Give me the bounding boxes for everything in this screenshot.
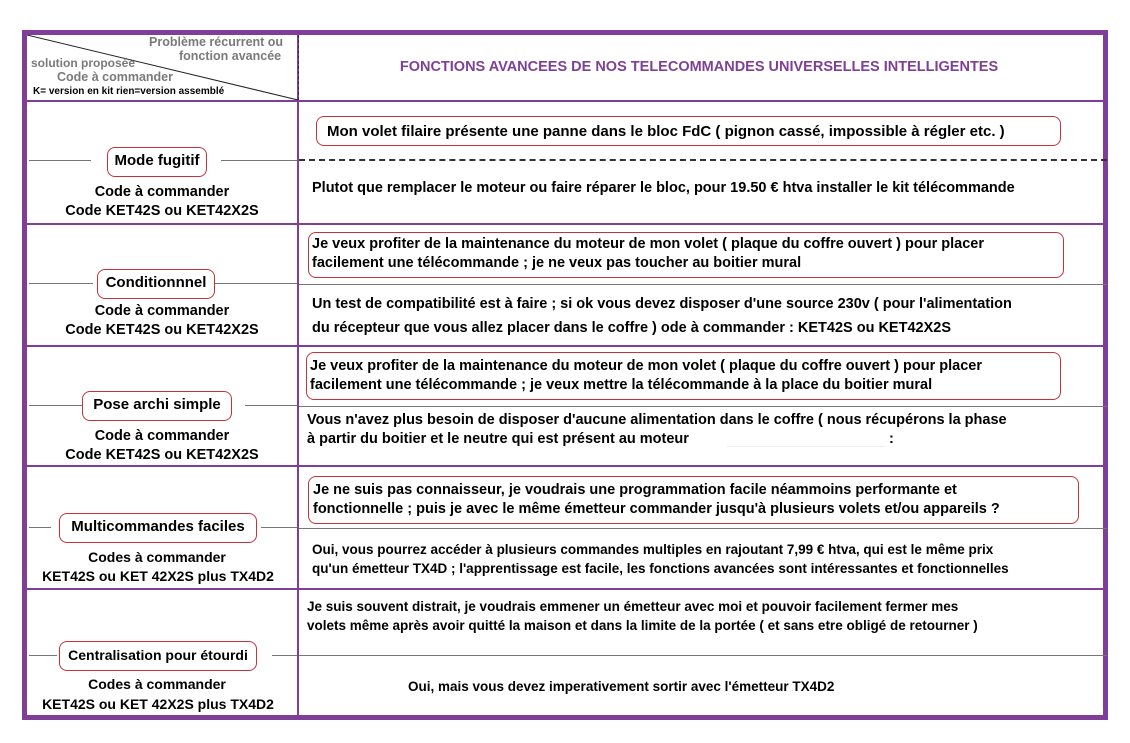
problem-text-line2: facilement une télécommande ; je ne veux pas toucher au boitier mural: [312, 255, 802, 271]
label-connector: [29, 283, 93, 284]
label-connector: [272, 655, 297, 656]
row-label-pose-archi-simple: Pose archi simple: [82, 391, 232, 421]
row-divider: [27, 223, 1103, 225]
corner-header-note: K= version en kit rien=version assemblé: [33, 86, 225, 97]
row-code-line2: Code KET42S ou KET42X2S: [65, 203, 259, 219]
row-code-line1: Code à commander: [94, 428, 230, 444]
row-label-mode-fugitif: Mode fugitif: [107, 147, 207, 177]
row-separator: [299, 528, 1107, 529]
solution-text-line2: à partir du boitier et le neutre qui est présent au moteur: [307, 431, 689, 447]
label-connector: [29, 405, 83, 406]
row-separator: [299, 655, 1107, 656]
corner-header-top: Problème récurrent ou: [149, 35, 284, 49]
problem-text-line2: volets même après avoir quitté la maison et dans la limite de la portée ( et sans etre obligé de retourner ): [307, 618, 978, 633]
row-code-line1: Codes à commander: [88, 549, 226, 565]
row-code-line1: Codes à commander: [88, 676, 226, 692]
solution-text-line2: du récepteur que vous allez placer dans le coffre ) ode à commander : KET42S ou KET42X2S: [312, 320, 951, 336]
row-separator: [299, 406, 1107, 407]
row-dashed-separator: [299, 159, 1107, 161]
solution-text: Plutot que remplacer le moteur ou faire réparer le bloc, pour 19.50 € htva installer le kit télécommande: [312, 180, 1015, 196]
problem-text-line2: facilement une télécommande ; je veux mettre la télécommande à la place du boitier mural: [310, 377, 933, 393]
label-connector: [261, 527, 297, 528]
solution-text-line1: Oui, vous pourrez accéder à plusieurs commandes multiples en rajoutant 7,99 € htva, qui est le même prix: [312, 542, 994, 557]
row-code-line2: KET42S ou KET 42X2S plus TX4D2: [42, 696, 274, 712]
solution-text-line1: Un test de compatibilité est à faire ; si ok vous devez disposer d'une source 230v ( pour l'alimentation: [312, 296, 1012, 312]
blank-underline: [727, 446, 885, 447]
label-connector: [29, 160, 91, 161]
problem-text-line1: Je veux profiter de la maintenance du moteur de mon volet ( plaque du coffre ouvert ) pour placer: [312, 236, 984, 252]
problem-text-line1: Je veux profiter de la maintenance du moteur de mon volet ( plaque du coffre ouvert ) pour placer: [310, 358, 982, 374]
row-code-line2: Code KET42S ou KET42X2S: [65, 447, 259, 463]
row-code-line1: Code à commander: [94, 184, 230, 200]
row-label-multicommandes-faciles: Multicommandes faciles: [59, 513, 257, 543]
column-divider: [297, 35, 299, 715]
row-divider: [27, 588, 1103, 590]
comparison-table: [22, 30, 1108, 720]
corner-header-left2: Code à commander: [57, 70, 174, 84]
label-connector: [29, 527, 51, 528]
problem-text-line2: fonctionnelle ; puis je avec le même émetteur commander jusqu'à plusieurs volets et/ou appareils ?: [313, 501, 1000, 517]
row-label-conditionnel: Conditionnnel: [97, 269, 215, 299]
page-title: FONCTIONS AVANCEES DE NOS TELECOMMANDES UNIVERSELLES INTELLIGENTES: [399, 59, 999, 75]
label-connector: [221, 160, 297, 161]
row-separator: [299, 284, 1107, 285]
solution-text: Oui, mais vous devez imperativement sortir avec l'émetteur TX4D2: [408, 679, 835, 694]
row-divider: [27, 465, 1103, 467]
problem-text-line1: Je ne suis pas connaisseur, je voudrais une programmation facile néammoins performante et: [313, 482, 957, 498]
row-label-centralisation-pour-etourdi: Centralisation pour étourdi: [59, 641, 257, 671]
corner-header-top2: fonction avancée: [179, 49, 282, 63]
label-connector: [29, 655, 57, 656]
solution-text-line1: Vous n'avez plus besoin de disposer d'aucune alimentation dans le coffre ( nous récupérons la phase: [307, 412, 1007, 428]
label-connector: [213, 283, 297, 284]
row-code-line2: KET42S ou KET 42X2S plus TX4D2: [42, 568, 274, 584]
row-divider: [27, 345, 1103, 347]
problem-text-line1: Je suis souvent distrait, je voudrais emmener un émetteur avec moi et pouvoir facilement fermer mes: [307, 599, 959, 614]
label-connector: [245, 405, 297, 406]
corner-header-left1: solution proposée: [31, 56, 136, 70]
row-code-line2: Code KET42S ou KET42X2S: [65, 322, 259, 338]
solution-text-tail: :: [889, 431, 894, 447]
solution-text-line2: qu'un émetteur TX4D ; l'apprentissage est facile, les fonctions avancées sont intéressantes et fonctionnelles: [312, 561, 1009, 576]
problem-text: Mon volet filaire présente une panne dans le bloc FdC ( pignon cassé, impossible à régler etc. ): [327, 123, 1005, 140]
row-code-line1: Code à commander: [94, 303, 230, 319]
